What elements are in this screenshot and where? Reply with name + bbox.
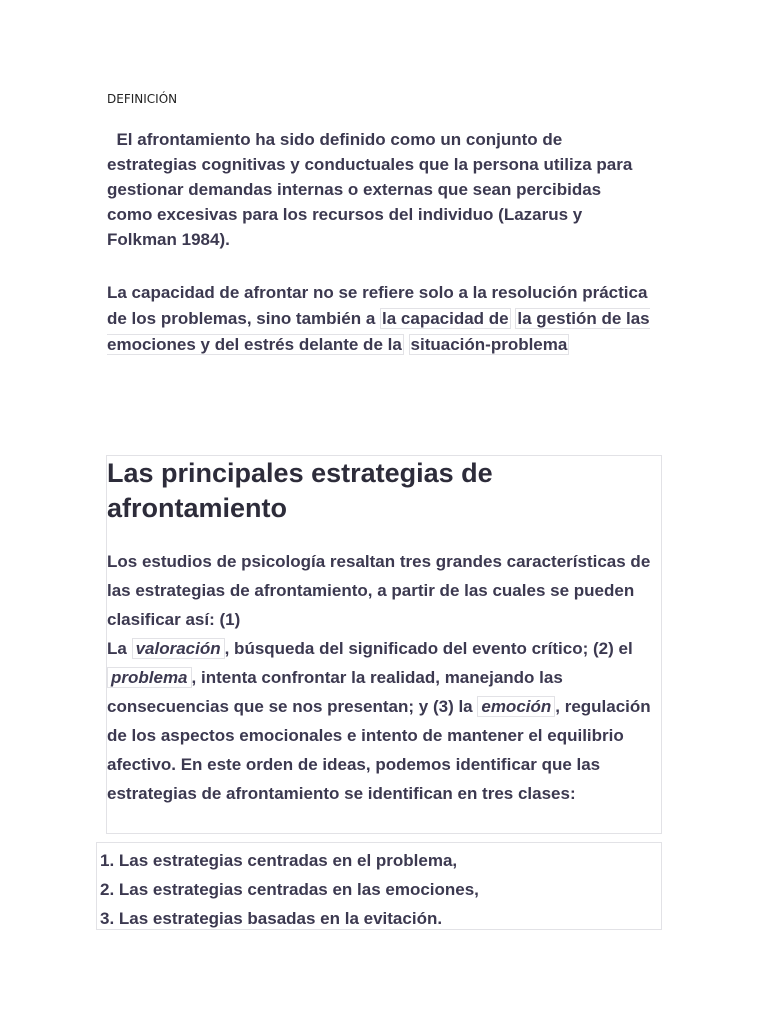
section-paragraph xyxy=(107,547,659,808)
term-problema: problema xyxy=(107,667,192,688)
highlight-3: situación-problema xyxy=(410,335,568,354)
after-term2: , intenta confrontar la realidad, manejando las consecuencias que se nos presentan; y (3) la xyxy=(107,668,563,716)
term-valoracion: valoración xyxy=(132,638,225,659)
list-item: 3. Las estrategias basadas en la evitación. xyxy=(100,909,443,928)
definition-label: DEFINICIÓN xyxy=(107,92,178,106)
la-text: La xyxy=(107,639,132,658)
highlight-1: la capacidad de xyxy=(382,309,509,328)
section-title: Las principales estrategias de afrontamiento xyxy=(107,458,493,523)
list-item: 2. Las estrategias centradas en las emociones, xyxy=(100,880,479,899)
strategies-list xyxy=(100,846,660,933)
after-term3: , regulación de los aspectos emocionales e intento de mantener el equilibrio afectivo. En este orden de ideas, podemos identificar que las estrategias de afrontamiento se identifican en tres clases: xyxy=(107,697,651,803)
capacity-text: La capacidad de afrontar no se refiere solo a la resolución práctica de los problemas, sino también a xyxy=(107,283,648,328)
intro-text: Los estudios de psicología resaltan tres grandes características de las estrategias de afrontamiento, a partir de las cuales se pueden clasificar así: (1) xyxy=(107,552,651,629)
capacity-paragraph xyxy=(107,280,667,358)
highlight-2: la gestión de las emociones y del estrés delante de la xyxy=(107,309,650,354)
definition-paragraph: El afrontamiento ha sido definido como un conjunto de estrategias cognitivas y conductuales que la persona utiliza para gestionar demandas internas o externas que sean percibidas como excesivas para los recursos del individuo (Lazarus y Folkman 1984). xyxy=(107,130,638,249)
term-emocion: emoción xyxy=(477,696,555,717)
list-item: 1. Las estrategias centradas en el problema, xyxy=(100,851,458,870)
after-term1: , búsqueda del significado del evento crítico; (2) el xyxy=(224,639,633,658)
